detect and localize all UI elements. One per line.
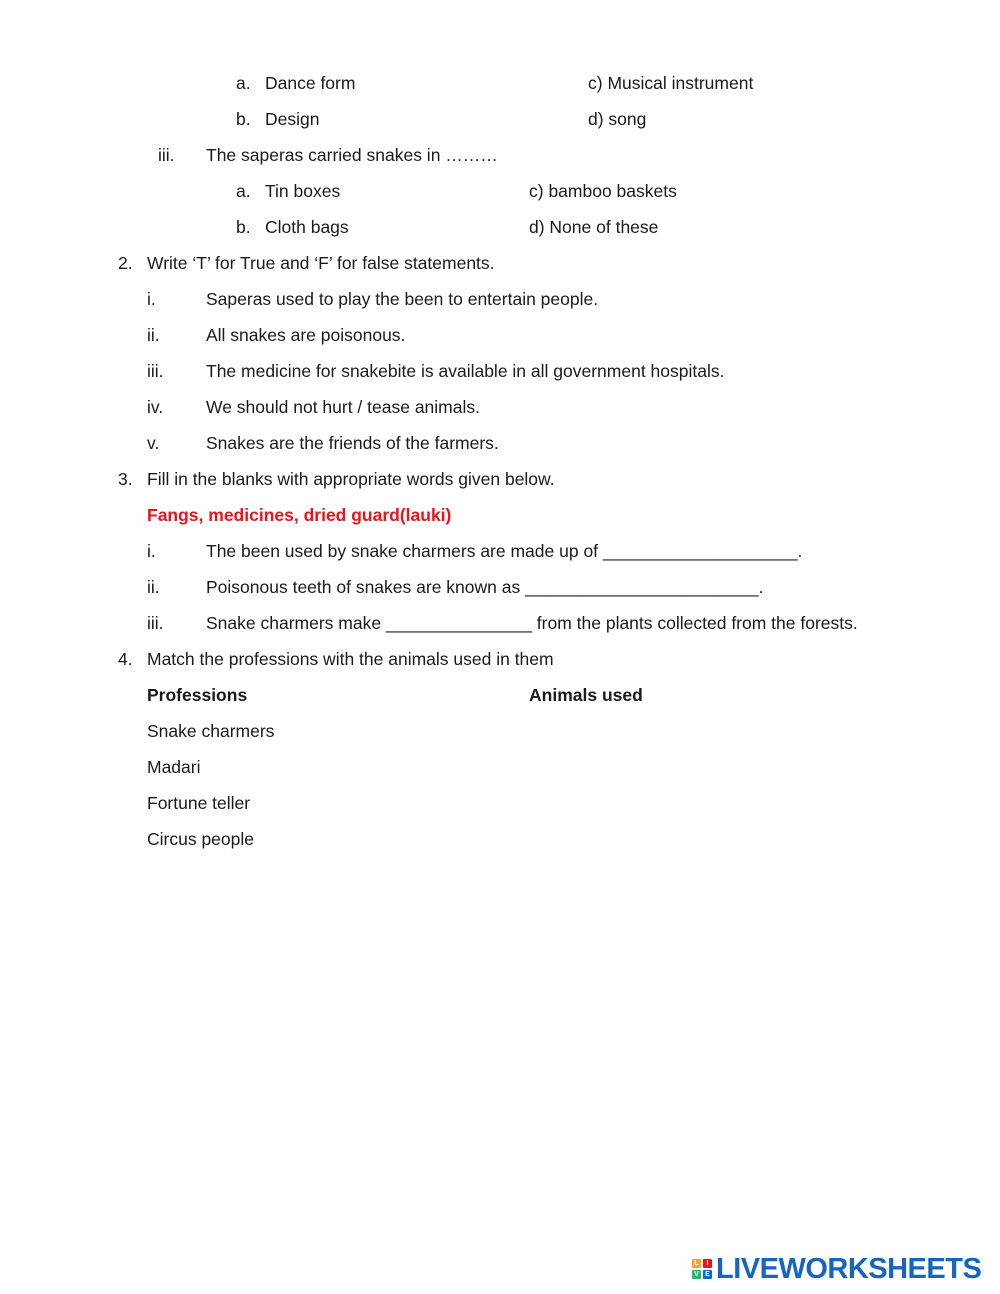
column-header-professions: Professions (147, 685, 248, 705)
logo-tile: V (692, 1270, 701, 1279)
statement: Saperas used to play the been to entertain people. (206, 289, 599, 309)
fill-blank-sentence: Snake charmers make _______________ from the plants collected from the forests. (206, 613, 858, 633)
option-text: d) None of these (529, 217, 659, 237)
option-marker: a. (236, 73, 251, 93)
logo-mark-icon (692, 1259, 712, 1279)
liveworksheets-logo (692, 1253, 981, 1285)
item-number: iii. (147, 613, 164, 633)
fill-blank-sentence: Poisonous teeth of snakes are known as ________________________. (206, 577, 764, 597)
option-text: d) song (588, 109, 647, 129)
logo-tile: I (703, 1259, 712, 1268)
option-text: c) bamboo baskets (529, 181, 677, 201)
profession-item: Circus people (147, 829, 254, 849)
option-marker: b. (236, 217, 251, 237)
statement: We should not hurt / tease animals. (206, 397, 480, 417)
option-text: Cloth bags (265, 217, 349, 237)
question-text: Fill in the blanks with appropriate words given below. (147, 469, 555, 489)
profession-item: Madari (147, 757, 201, 777)
profession-item: Snake charmers (147, 721, 275, 741)
question-text: Match the professions with the animals used in them (147, 649, 554, 669)
question-number: iii. (158, 145, 175, 165)
question-number: 2. (118, 253, 133, 273)
word-bank: Fangs, medicines, dried guard(lauki) (147, 505, 452, 525)
item-number: i. (147, 541, 156, 561)
option-text: Tin boxes (265, 181, 341, 201)
option-text: Dance form (265, 73, 356, 93)
item-number: ii. (147, 577, 160, 597)
option-marker: b. (236, 109, 251, 129)
statement: All snakes are poisonous. (206, 325, 406, 345)
fill-blank-sentence: The been used by snake charmers are made up of ____________________. (206, 541, 803, 561)
item-number: v. (147, 433, 160, 453)
item-number: iii. (147, 361, 164, 381)
logo-tile: E (703, 1270, 712, 1279)
profession-item: Fortune teller (147, 793, 251, 813)
option-text: Design (265, 109, 320, 129)
item-number: ii. (147, 325, 160, 345)
option-marker: a. (236, 181, 251, 201)
item-number: i. (147, 289, 156, 309)
statement: Snakes are the friends of the farmers. (206, 433, 499, 453)
question-text: Write ‘T’ for True and ‘F’ for false statements. (147, 253, 495, 273)
question-text: The saperas carried snakes in ……… (206, 145, 498, 165)
logo-tile: L (692, 1259, 701, 1268)
option-text: c) Musical instrument (588, 73, 754, 93)
logo-text: LIVEWORKSHEETS (716, 1253, 982, 1285)
statement: The medicine for snakebite is available in all government hospitals. (206, 361, 725, 381)
question-number: 4. (118, 649, 133, 669)
column-header-animals: Animals used (529, 685, 643, 705)
question-number: 3. (118, 469, 133, 489)
item-number: iv. (147, 397, 164, 417)
